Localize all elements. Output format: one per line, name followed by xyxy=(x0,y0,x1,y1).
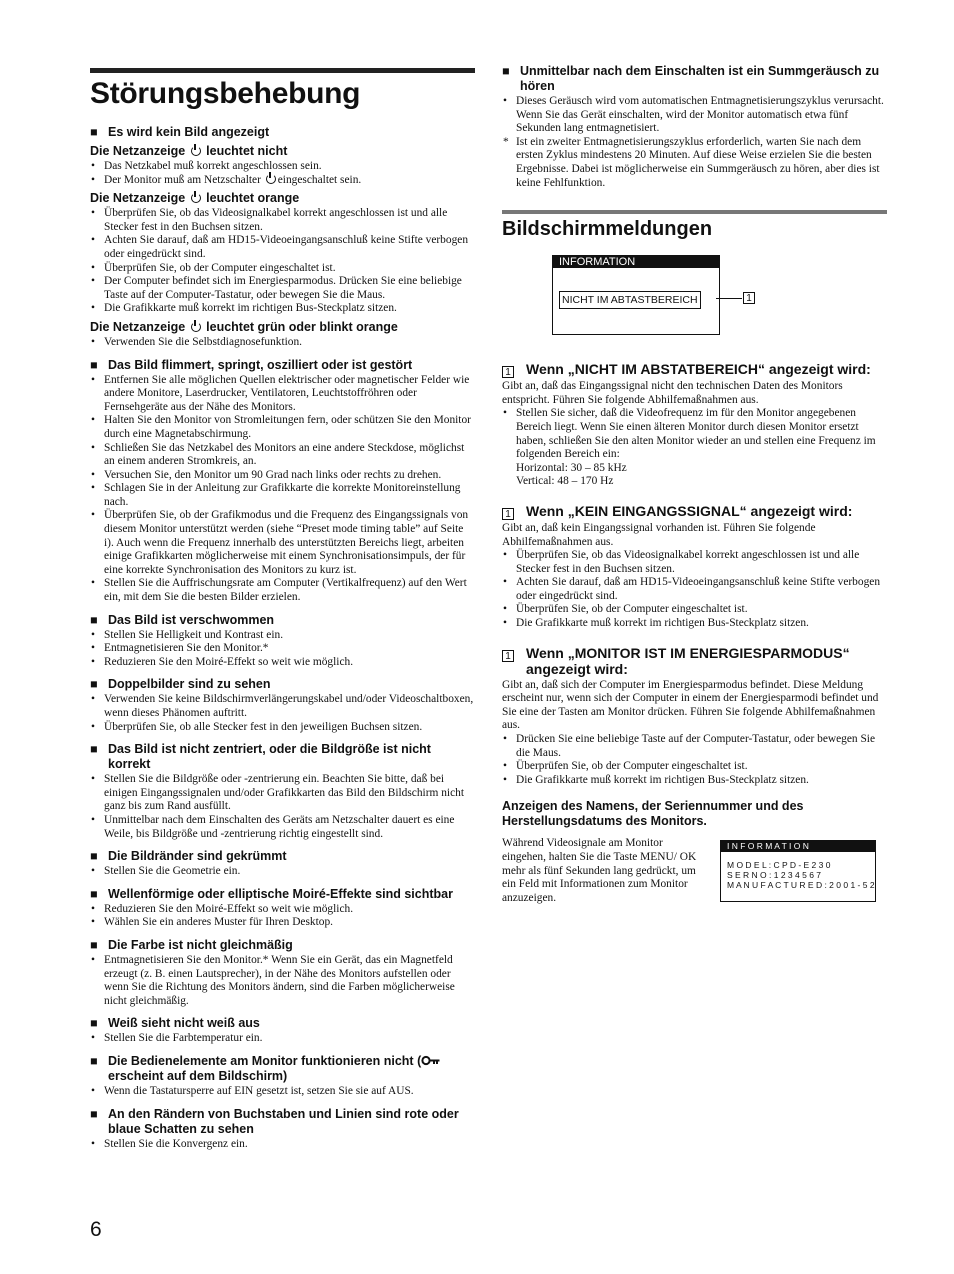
list-item: • Stellen Sie die Bildgröße oder -zentrierung ein. Beachten Sie bitte, daß bei einigen Eingangssignalen und/oder Grafikkarten das Bild den Bildschirm nicht ganz bis zum Rand ausfüllt. xyxy=(90,773,475,814)
info-block xyxy=(502,837,887,927)
info-model: M O D E L : C P D - E 2 3 0 xyxy=(727,860,831,871)
list-item: • Stellen Sie sicher, daß die Videofrequenz im für den Monitor angegebenen Bereich liegt. Wenn Sie einen älteren Monitor durch diesen Monitor ersetzt haben, schließen Sie den alten Monitor wieder an und stellen eine Frequenz im folgenden Bereich ein: xyxy=(502,407,887,461)
list-item: • Entfernen Sie alle möglichen Quellen elektrischer oder magnetischer Felder wie andere Monitore, Laserdrucker, Ventilatoren, Leuchtstoffröhren oder Fernsehgeräte aus der Nähe des Monitors. xyxy=(90,374,475,415)
list-item: • Wählen Sie ein anderes Muster für Ihren Desktop. xyxy=(90,916,475,930)
square-bullet-icon: ■ xyxy=(90,937,98,952)
section-title: Bildschirmmeldungen xyxy=(502,218,713,241)
list-item: • Stellen Sie Helligkeit und Kontrast ein. xyxy=(90,629,475,643)
section-heading: ■ An den Rändern von Buchstaben und Linien sind rote oder blaue Schatten zu sehen xyxy=(90,1106,459,1136)
bullet-list xyxy=(90,1085,475,1099)
list-item: • Reduzieren Sie den Moiré-Effekt so weit wie möglich. xyxy=(90,903,475,917)
list-item: • Überprüfen Sie, ob der Computer eingeschaltet ist. xyxy=(502,760,887,774)
list-item: • Stellen Sie die Geometrie ein. xyxy=(90,865,475,879)
message-number: 1 xyxy=(502,508,514,520)
square-bullet-icon: ■ xyxy=(90,125,98,139)
section-heading: ■ Das Bild ist verschwommen xyxy=(90,612,275,627)
message-description: Gibt an, daß das Eingangssignal nicht den technischen Daten des Monitors entspricht. Führen Sie folgende Abhilfemaßnahmen aus. xyxy=(502,380,843,406)
square-bullet-icon: ■ xyxy=(90,1106,98,1121)
power-icon xyxy=(191,193,201,203)
bullet-list xyxy=(90,1032,475,1046)
section-heading: ■ Die Farbe ist nicht gleichmäßig xyxy=(90,937,293,952)
osd-message: NICHT IM ABTASTBEREICH xyxy=(559,291,701,309)
frequency-range: Vertical: 48 – 170 Hz xyxy=(516,475,614,488)
section-heading: ■ Wellenförmige oder elliptische Moiré-Effekte sind sichtbar xyxy=(90,886,453,901)
list-item: • Reduzieren Sie den Moiré-Effekt so weit wie möglich. xyxy=(90,656,475,670)
section-rule xyxy=(502,210,887,214)
list-item: • Schlagen Sie in der Anleitung zur Grafikkarte die korrekte Monitoreinstellung nach. xyxy=(90,482,475,509)
bullet-list xyxy=(502,95,887,190)
sub-heading: Die Netzanzeige leuchtet orange xyxy=(90,191,300,206)
list-item: • Dieses Geräusch wird vom automatischen Entmagnetisierungszyklus verursacht. Wenn Sie das Gerät einschalten, wird der Monitor automatisch etwa fünf Sekunden lang entmagnetisiert. xyxy=(502,95,887,136)
section-heading: ■ Die Bildränder sind gekrümmt xyxy=(90,849,287,864)
bullet-list xyxy=(90,629,475,670)
message-heading: 1 Wenn „NICHT IM ABSTATBEREICH“ angezeigt wird: xyxy=(502,361,887,378)
list-item: • Überprüfen Sie, ob alle Stecker fest in den jeweiligen Buchsen sitzen. xyxy=(90,721,475,735)
section-heading: ■ Unmittelbar nach dem Einschalten ist ein Summgeräusch zu hören xyxy=(502,64,880,93)
info-serial: S E R N O : 1 2 3 4 5 6 7 xyxy=(727,870,822,881)
bullet-list xyxy=(90,207,475,316)
info-window-lines xyxy=(721,852,875,890)
list-item: • Schließen Sie das Netzkabel des Monitors an eine andere Steckdose, möglichst an einem anderen Stromkreis, an. xyxy=(90,442,475,469)
bullet-list xyxy=(90,160,475,187)
section-heading: ■ Die Bedienelemente am Monitor funktionieren nicht ( erscheint auf dem Bildschirm) xyxy=(90,1054,475,1084)
message-sections xyxy=(502,361,887,787)
bullet-list xyxy=(90,865,475,879)
square-bullet-icon: ■ xyxy=(502,64,510,78)
callout-number: 1 xyxy=(743,292,755,304)
list-item: • Das Netzkabel muß korrekt angeschlossen sein. xyxy=(90,160,475,174)
info-window-title: I N F O R M A T I O N xyxy=(721,841,875,852)
info-manufactured: M A N U F A C T U R E D : 2 0 0 1 - 5 2 xyxy=(727,880,875,891)
square-bullet-icon: ■ xyxy=(90,357,98,372)
power-icon xyxy=(191,322,201,332)
square-bullet-icon: ■ xyxy=(90,886,98,901)
osd-figure xyxy=(502,255,887,367)
list-item: • Unmittelbar nach dem Einschalten des Geräts am Netzschalter dauert es eine Weile, bis Bildgröße und -zentrierung richtig eingestellt sind. xyxy=(90,814,475,841)
troubleshooting-sections xyxy=(90,125,475,1151)
left-column xyxy=(90,68,475,1151)
list-item: • Verwenden Sie die Selbstdiagnosefunktion. xyxy=(90,336,475,350)
power-icon xyxy=(191,146,201,156)
page-number: 6 xyxy=(90,1218,102,1241)
list-item: • Der Computer befindet sich im Energiesparmodus. Drücken Sie eine beliebige Taste auf der Computer-Tastatur, oder bewegen Sie die Maus. xyxy=(90,275,475,302)
section-heading: ■ Es wird kein Bild angezeigt xyxy=(90,125,270,139)
sub-heading: Die Netzanzeige leuchtet grün oder blinkt orange xyxy=(90,319,398,334)
bullet-list xyxy=(90,336,475,350)
list-item: • Drücken Sie eine beliebige Taste auf der Computer-Tastatur, oder bewegen Sie die Maus. xyxy=(502,733,887,760)
bullet-list xyxy=(90,773,475,841)
bullet-list xyxy=(90,693,475,734)
list-item: • Stellen Sie die Konvergenz ein. xyxy=(90,1138,475,1152)
bullet-list xyxy=(90,954,475,1008)
frequency-range: Horizontal: 30 – 85 kHz xyxy=(516,461,627,474)
list-item: • Überprüfen Sie, ob der Computer eingeschaltet ist. xyxy=(90,262,475,276)
list-item: • Stellen Sie die Farbtemperatur ein. xyxy=(90,1032,475,1046)
title-rule xyxy=(90,68,475,73)
section-heading: ■ Doppelbilder sind zu sehen xyxy=(90,677,271,692)
sub-heading: Die Netzanzeige leuchtet nicht xyxy=(90,144,288,158)
list-item: • Die Grafikkarte muß korrekt im richtigen Bus-Steckplatz sitzen. xyxy=(502,617,887,631)
list-item: • Halten Sie den Monitor von Stromleitungen fern, oder schützen Sie den Monitor durch eine Magnetabschirmung. xyxy=(90,414,475,441)
list-item: • Entmagnetisieren Sie den Monitor.* Wenn Sie ein Gerät, das ein Magnetfeld erzeugt (z. B. einen Lautsprecher), in der Nähe des Monitors aufstellen oder wenn Sie die Richtung des Monitors ändern, sind die Farben möglicherweise nicht gleichmäßig. xyxy=(90,954,475,1008)
bullet-list xyxy=(90,903,475,930)
list-item: • Achten Sie darauf, daß am HD15-Videoeingangsanschluß keine Stifte verbogen oder eingedrückt sind. xyxy=(90,234,475,261)
message-heading: 1 Wenn „KEIN EINGANGSSIGNAL“ angezeigt wird: xyxy=(502,503,887,520)
bullet-list xyxy=(502,549,887,631)
list-item: • Die Grafikkarte muß korrekt im richtigen Bus-Steckplatz sitzen. xyxy=(90,302,475,316)
square-bullet-icon: ■ xyxy=(90,849,98,864)
square-bullet-icon: ■ xyxy=(90,1016,98,1031)
message-heading: 1 Wenn „MONITOR IST IM ENERGIESPARMODUS“ angezeigt wird: xyxy=(502,645,887,677)
list-item: • Wenn die Tastatursperre auf EIN gesetzt ist, setzen Sie sie auf AUS. xyxy=(90,1085,475,1099)
list-item: • Der Monitor muß am Netzschalter eingeschaltet sein. xyxy=(90,174,475,188)
power-icon xyxy=(266,174,276,184)
key-lock-icon xyxy=(421,1055,441,1066)
list-item: • Überprüfen Sie, ob der Computer eingeschaltet ist. xyxy=(502,603,887,617)
square-bullet-icon: ■ xyxy=(90,1053,98,1068)
list-item: • Verwenden Sie keine Bildschirmverlängerungskabel und/oder Videoschaltboxen, wenn dieses Phänomen auftritt. xyxy=(90,693,475,720)
square-bullet-icon: ■ xyxy=(90,742,98,757)
info-text: Während Videosignale am Monitor eingehen, halten Sie die Taste MENU/ OK mehr als fünf Sekunden lang gedrückt, um ein Feld mit Informationen zum Monitor anzuzeigen. xyxy=(502,837,697,904)
right-column xyxy=(502,64,887,927)
info-heading: Anzeigen des Namens, der Seriennummer und des Herstellungsdatums des Monitors. xyxy=(502,799,804,829)
bullet-list xyxy=(90,1138,475,1152)
page-title: Störungsbehebung xyxy=(90,77,361,110)
section-heading: ■ Das Bild flimmert, springt, oszilliert oder ist gestört xyxy=(90,357,413,372)
message-description: Gibt an, daß kein Eingangssignal vorhanden ist. Führen Sie folgende Abhilfemaßnahmen aus. xyxy=(502,521,816,548)
message-number: 1 xyxy=(502,366,514,378)
list-item: • Überprüfen Sie, ob der Grafikmodus und die Frequenz des Eingangssignals von diesem Monitor unterstützt werden (siehe “Preset mode timing table” auf Seite i). Auch wenn die Frequenz innerhalb des unterstützten Bereichs liegt, arbeiten einige Grafikkarten möglicherweise mit einem Synchronisationsimpuls, der für eine korrekte Synchronisation des Monitors zu kurz ist. xyxy=(90,509,475,577)
callout-line xyxy=(716,298,742,299)
list-item: • Versuchen Sie, den Monitor um 90 Grad nach links oder rechts zu drehen. xyxy=(90,469,475,483)
bullet-list xyxy=(90,374,475,605)
osd-title: INFORMATION xyxy=(553,256,719,268)
list-item: • Die Grafikkarte muß korrekt im richtigen Bus-Steckplatz sitzen. xyxy=(502,774,887,788)
list-item: • Stellen Sie die Auffrischungsrate am Computer (Vertikalfrequenz) auf den Wert ein, mit dem Sie die besten Bilder erzielen. xyxy=(90,577,475,604)
osd-window xyxy=(552,255,720,335)
message-number: 1 xyxy=(502,650,514,662)
section-heading: ■ Das Bild ist nicht zentriert, oder die Bildgröße ist nicht korrekt xyxy=(90,742,431,772)
list-item: • Achten Sie darauf, daß am HD15-Videoeingangsanschluß keine Stifte verbogen oder eingedrückt sind. xyxy=(502,576,887,603)
section-heading: ■ Weiß sieht nicht weiß aus xyxy=(90,1016,260,1031)
list-item: • Entmagnetisieren Sie den Monitor.* xyxy=(90,642,475,656)
square-bullet-icon: ■ xyxy=(90,677,98,692)
square-bullet-icon: ■ xyxy=(90,612,98,627)
info-window xyxy=(720,840,876,902)
bullet-list xyxy=(502,733,887,787)
bullet-list xyxy=(502,407,887,461)
message-description: Gibt an, daß sich der Computer im Energiesparmodus befindet. Diese Meldung erscheint nur, wenn sich der Computer in einem der Energiesparmodi befindet und Sie eine der Tasten am Monitor drücken. Führen Sie folgende Abhilfemaßnahmen aus. xyxy=(502,678,879,732)
list-item: • Überprüfen Sie, ob das Videosignalkabel korrekt angeschlossen ist und alle Stecker fest in den Buchsen sitzen. xyxy=(90,207,475,234)
list-item: • Überprüfen Sie, ob das Videosignalkabel korrekt angeschlossen ist und alle Stecker fest in den Buchsen sitzen. xyxy=(502,549,887,576)
footnote-item: * Ist ein zweiter Entmagnetisierungszyklus erforderlich, warten Sie nach dem ersten Zyklus mindestens 20 Minuten. Auf diese Weise erzielen Sie die besten Ergebnisse. Dabei ist möglicherweise ein Summgeräusch zu hören, aber dies ist keine Fehlfunktion. xyxy=(502,136,887,190)
